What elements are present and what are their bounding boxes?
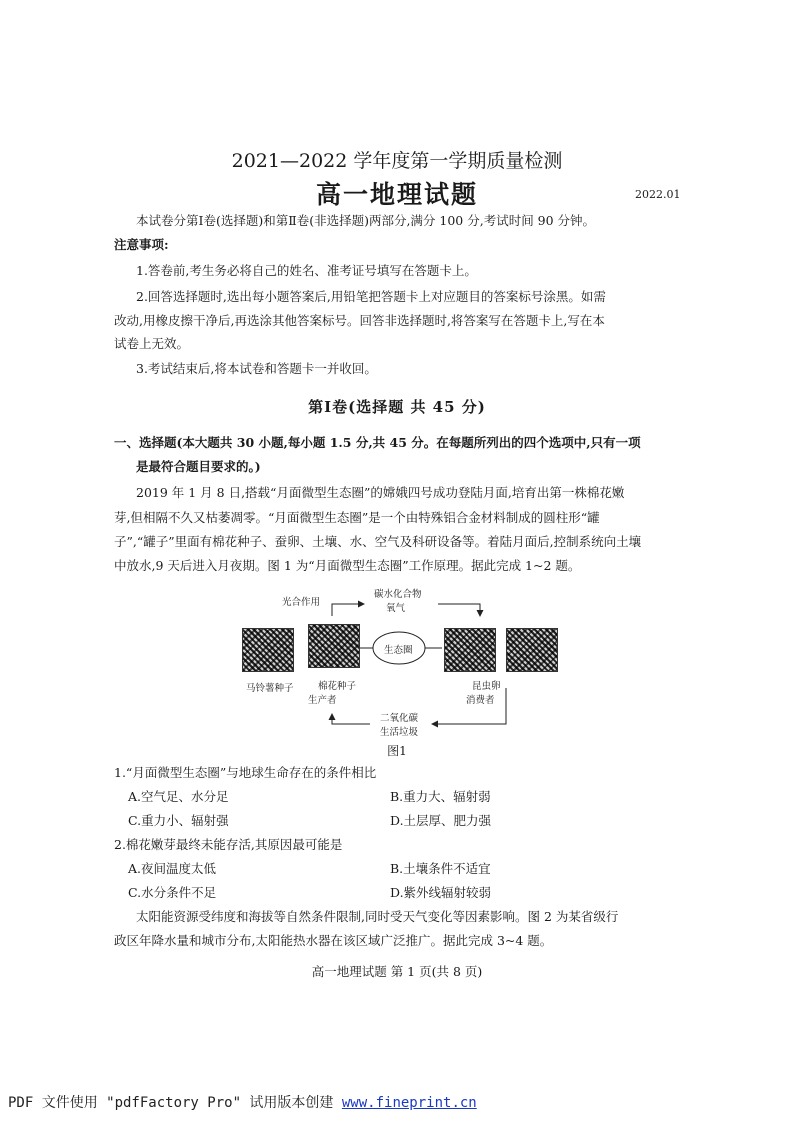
notes-item: 2.回答选择题时,选出每小题答案后,用铅笔把答题卡上对应题目的答案标号涂黑。如需 bbox=[136, 289, 606, 304]
intro-text: 本试卷分第Ⅰ卷(选择题)和第Ⅱ卷(非选择题)两部分,满分 100 分,考试时间 90 分钟。 bbox=[136, 213, 596, 228]
fig-label-producer: 生产者 bbox=[308, 695, 337, 706]
cotton-seed-photo bbox=[308, 624, 360, 668]
fineprint-link[interactable]: www.fineprint.cn bbox=[341, 1095, 477, 1111]
q2-option-b: B.土壤条件不适宜 bbox=[390, 861, 491, 876]
section-title: 第Ⅰ卷(选择题 共 45 分) bbox=[308, 398, 486, 416]
potato-seed-photo bbox=[242, 628, 294, 672]
notes-item: 改动,用橡皮擦干净后,再选涂其他答案标号。回答非选择题时,将答案写在答题卡上,写在本 bbox=[114, 313, 605, 328]
notes-item: 1.答卷前,考生务必将自己的姓名、准考证号填写在答题卡上。 bbox=[136, 263, 477, 278]
pdf-note-text: PDF 文件使用 "pdfFactory Pro" 试用版本创建 bbox=[8, 1095, 342, 1111]
passage-line: 政区年降水量和城市分布,太阳能热水器在该区域广泛推广。据此完成 3~4 题。 bbox=[114, 933, 553, 948]
q2-option-a: A.夜间温度太低 bbox=[128, 861, 217, 876]
notes-item: 3.考试结束后,将本试卷和答题卡一并收回。 bbox=[136, 361, 377, 376]
pdf-creator-note bbox=[8, 1092, 477, 1112]
passage-line: 子”,“罐子”里面有棉花种子、蚕卵、土壤、水、空气及科研设备等。着陆月面后,控制系统向土壤 bbox=[114, 534, 642, 549]
question-1-stem: 1.“月面微型生态圈”与地球生命存在的条件相比 bbox=[114, 765, 377, 780]
fig-label-insect-egg: 昆虫卵 bbox=[472, 681, 501, 692]
fig-label-carbohydrate: 碳水化合物 bbox=[374, 589, 422, 600]
q1-option-d: D.土层厚、肥力强 bbox=[390, 813, 492, 828]
page-footer: 高一地理试题 第 1 页(共 8 页) bbox=[311, 964, 483, 979]
fruit-fly-photo bbox=[444, 628, 496, 672]
fig-label-photosynthesis: 光合作用 bbox=[282, 597, 321, 608]
figure-1-caption: 图1 bbox=[387, 744, 407, 758]
passage-line: 芽,但相隔不久又枯萎凋零。“月面微型生态圈”是一个由特殊铝合金材料制成的圆柱形“罐 bbox=[114, 510, 600, 525]
q2-option-d: D.紫外线辐射较弱 bbox=[390, 885, 492, 900]
fig-label-potato: 马铃薯种子 bbox=[246, 683, 294, 694]
q1-option-a: A.空气足、水分足 bbox=[128, 789, 229, 804]
question-2-stem: 2.棉花嫩芽最终未能存活,其原因最可能是 bbox=[114, 837, 343, 852]
q2-option-c: C.水分条件不足 bbox=[128, 885, 217, 900]
q1-option-b: B.重力大、辐射弱 bbox=[390, 789, 491, 804]
fig-label-oxygen: 氧气 bbox=[386, 603, 406, 614]
passage-line: 中放水,9 天后进入月夜期。图 1 为“月面微型生态圈”工作原理。据此完成 1~2 题。 bbox=[114, 558, 581, 573]
fig-label-waste: 生活垃圾 bbox=[380, 727, 419, 738]
q1-option-c: C.重力小、辐射强 bbox=[128, 813, 229, 828]
exam-date: 2022.01 bbox=[635, 188, 681, 201]
passage-line: 2019 年 1 月 8 日,搭载“月面微型生态圈”的嫦娥四号成功登陆月面,培育出第一株棉花嫩 bbox=[136, 485, 625, 500]
fig-label-cotton: 棉花种子 bbox=[318, 681, 357, 692]
notes-heading: 注意事项: bbox=[114, 237, 169, 252]
passage-line: 太阳能资源受纬度和海拔等自然条件限制,同时受天气变化等因素影响。图 2 为某省级行 bbox=[136, 909, 619, 924]
fig-label-co2: 二氧化碳 bbox=[380, 713, 419, 724]
part1-instruction: 是最符合题目要求的。) bbox=[136, 459, 261, 474]
fig-label-consumer: 消费者 bbox=[466, 695, 495, 706]
part1-instruction: 一、选择题(本大题共 30 小题,每小题 1.5 分,共 45 分。在每题所列出的四个选项中,只有一项 bbox=[114, 435, 641, 450]
exam-year-title: 2021—2022 学年度第一学期质量检测 bbox=[231, 150, 563, 172]
fig-label-ecosphere: 生态圈 bbox=[384, 645, 413, 656]
figure-1-diagram bbox=[236, 578, 566, 760]
notes-item: 试卷上无效。 bbox=[114, 336, 190, 351]
exam-subject-title: 高一地理试题 bbox=[315, 180, 478, 209]
insect-photo bbox=[506, 628, 558, 672]
